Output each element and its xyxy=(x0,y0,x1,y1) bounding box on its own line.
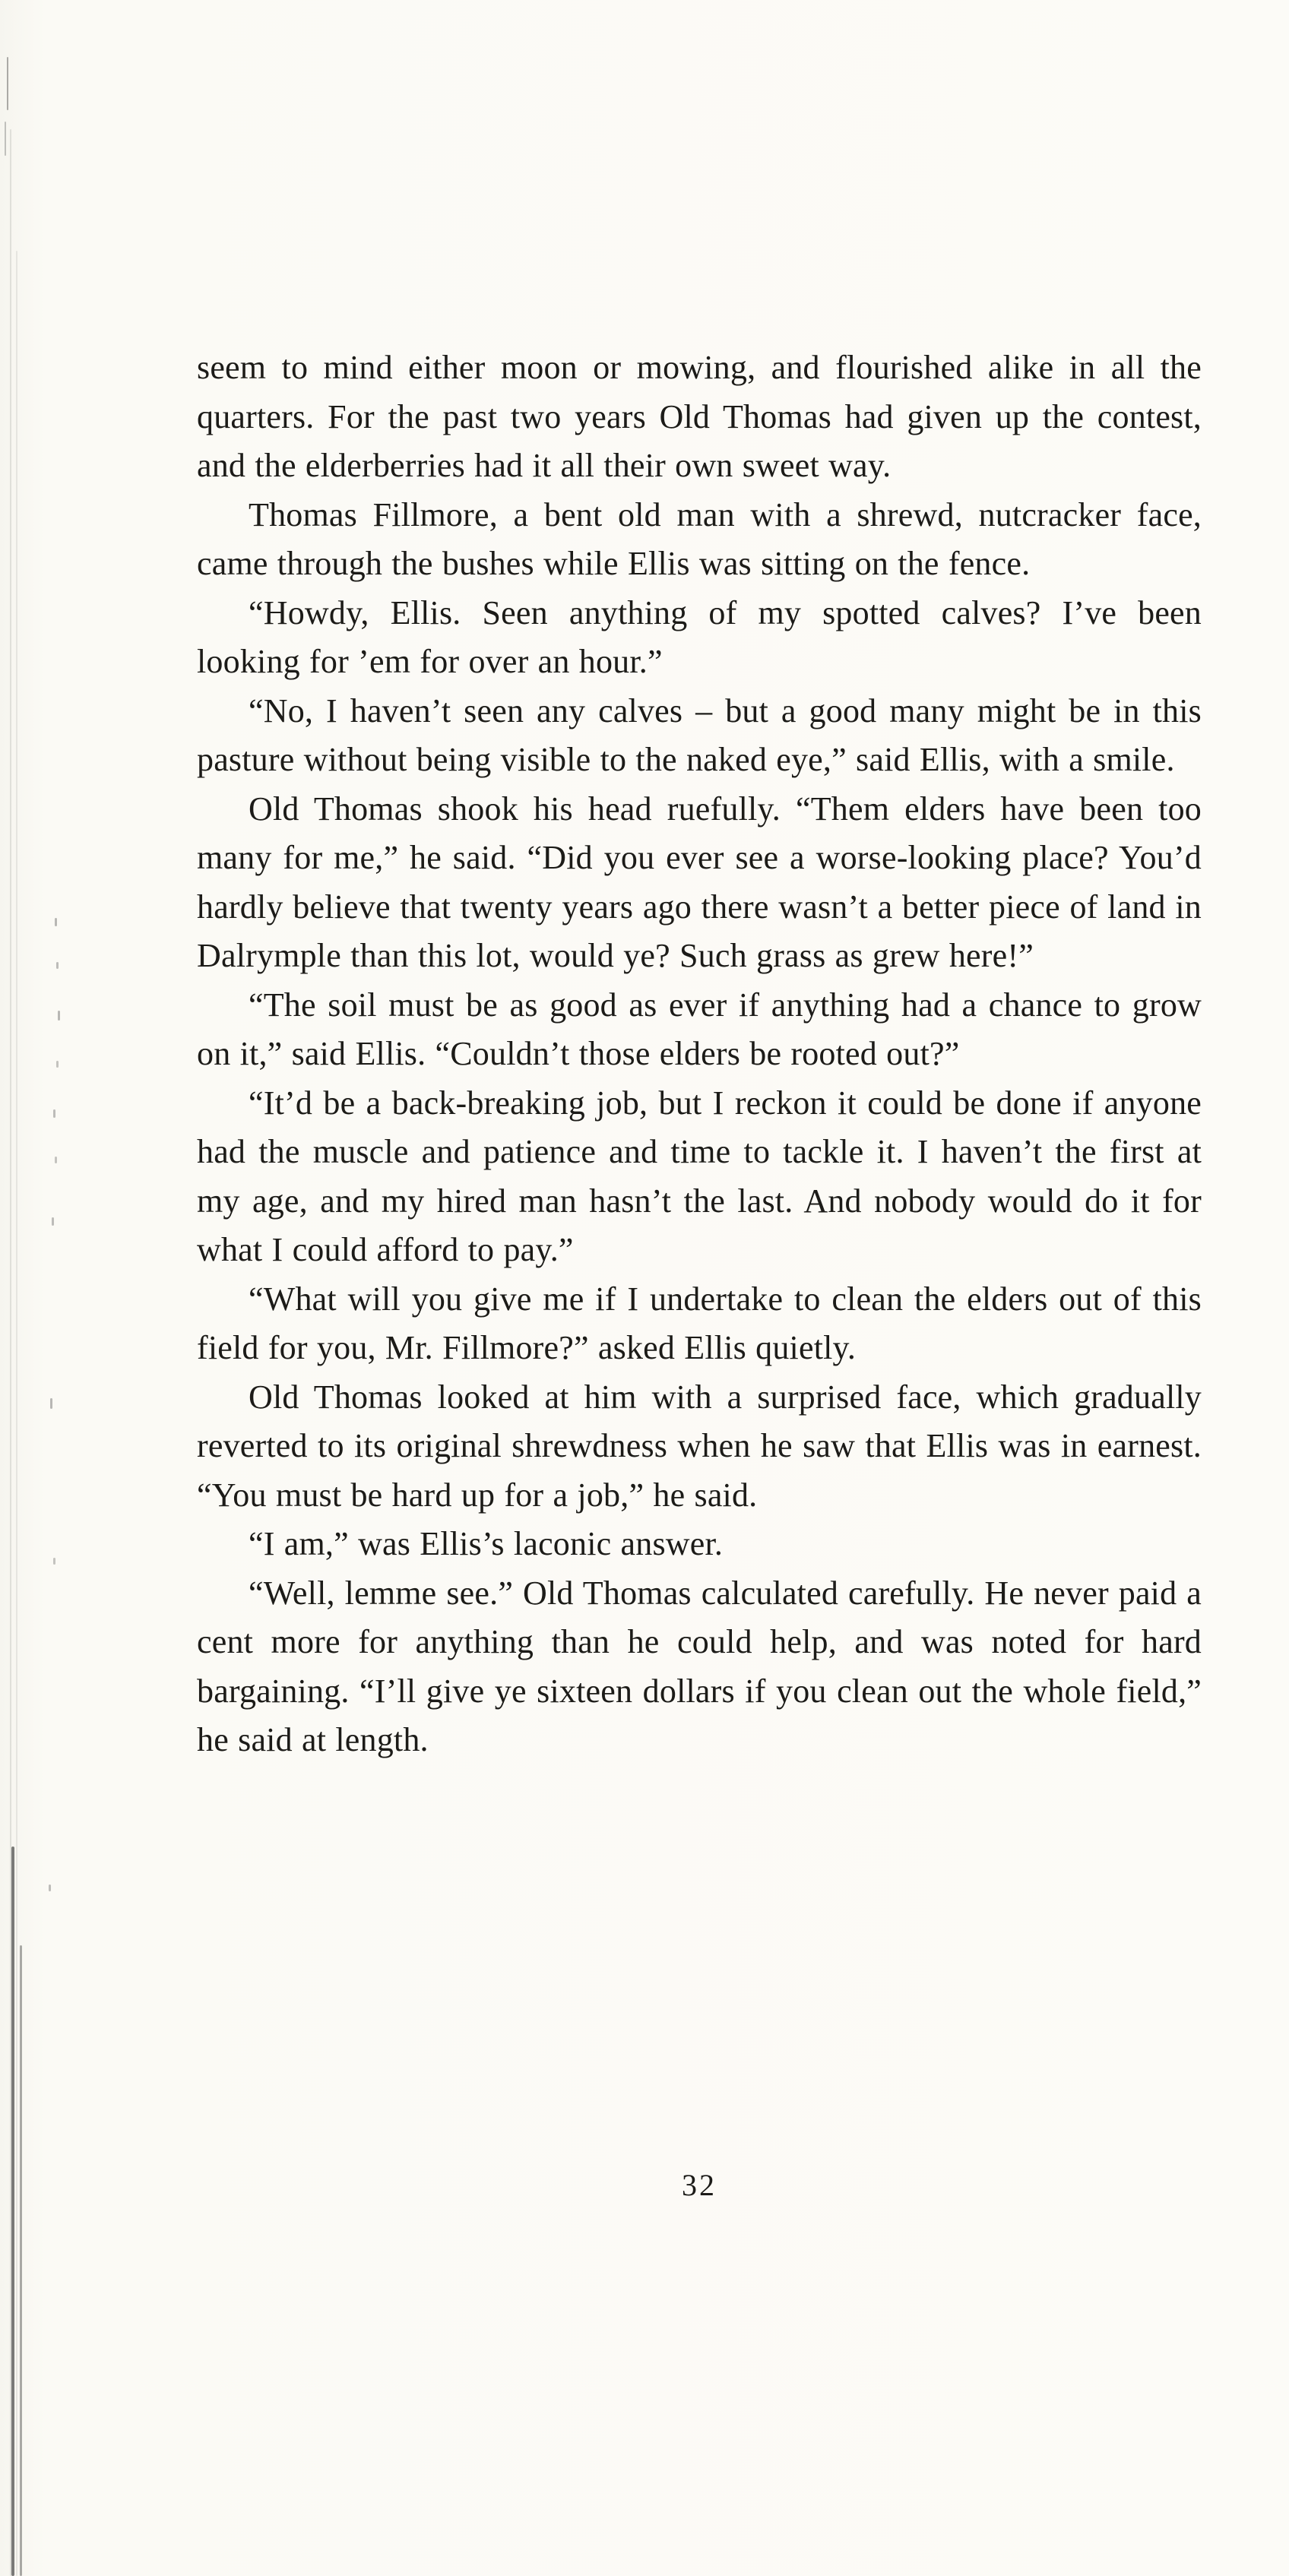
scan-speck xyxy=(56,1061,59,1068)
scan-speck xyxy=(53,1558,55,1565)
paragraph-3: “Howdy, Ellis. Seen anything of my spotted calves? I’ve been looking for ’em for over an hour.” xyxy=(197,593,1202,680)
paragraph-11: “Well, lemme see.” Old Thomas calculated carefully. He never paid a cent more for anything than he could help, and was noted for hard bargaining. “I’ll give ye sixteen dollars if you clean out the whole field,” he said at length. xyxy=(197,1574,1202,1758)
scan-artifact-line xyxy=(7,57,8,110)
scan-artifact-line xyxy=(10,129,11,2576)
scan-artifact-line xyxy=(5,122,6,156)
scan-speck xyxy=(55,918,57,926)
scan-artifact-line xyxy=(16,251,17,2576)
paragraph-8: “What will you give me if I undertake to clean the elders out of this field for you, Mr. Fillmore?” asked Ellis quietly. xyxy=(197,1280,1202,1366)
scan-speck xyxy=(50,1398,52,1409)
paragraph-2: Thomas Fillmore, a bent old man with a shrewd, nutcracker face, came through the bushes while Ellis was sitting on the fence. xyxy=(197,495,1202,582)
paragraph-5: Old Thomas shook his head ruefully. “Them elders have been too many for me,” he said. “Did you ever see a worse-looking place? You’d hardly believe that twenty years ago there wasn’t a better piece of land in Dalrymple than this lot, would ye? Such grass as grew here!” xyxy=(197,790,1202,974)
paragraph-6: “The soil must be as good as ever if anything had a chance to grow on it,” said Ellis. “Couldn’t those elders be rooted out?” xyxy=(197,986,1202,1072)
scan-speck xyxy=(52,1217,54,1226)
scan-artifact-line xyxy=(20,1945,22,2576)
page-text-block xyxy=(197,343,1202,1765)
paragraph-1: seem to mind either moon or mowing, and flourished alike in all the quarters. For the past two years Old Thomas had given up the contest, and the elderberries had it all their own sweet way. xyxy=(197,349,1202,484)
scan-speck xyxy=(58,1011,60,1021)
paragraph-10: “I am,” was Ellis’s laconic answer. xyxy=(249,1525,724,1562)
paragraph-9: Old Thomas looked at him with a surprised face, which gradually reverted to its original shrewdness when he saw that Ellis was in earnest. “You must be hard up for a job,” he said. xyxy=(197,1378,1202,1514)
paragraph-4: “No, I haven’t seen any calves – but a good many might be in this pasture without being visible to the naked eye,” said Ellis, with a smile. xyxy=(197,691,1202,778)
page-number: 32 xyxy=(682,2168,717,2202)
scan-artifact-line xyxy=(11,1847,14,2576)
scan-speck xyxy=(49,1885,51,1891)
paragraph-7: “It’d be a back-breaking job, but I reckon it could be done if anyone had the muscle and patience and time to tackle it. I haven’t the first at my age, and my hired man hasn’t the last. And nobody would do it for what I could afford to pay.” xyxy=(197,1084,1202,1268)
scan-speck xyxy=(56,962,59,969)
scan-speck xyxy=(55,1157,57,1163)
scan-speck xyxy=(53,1109,55,1118)
